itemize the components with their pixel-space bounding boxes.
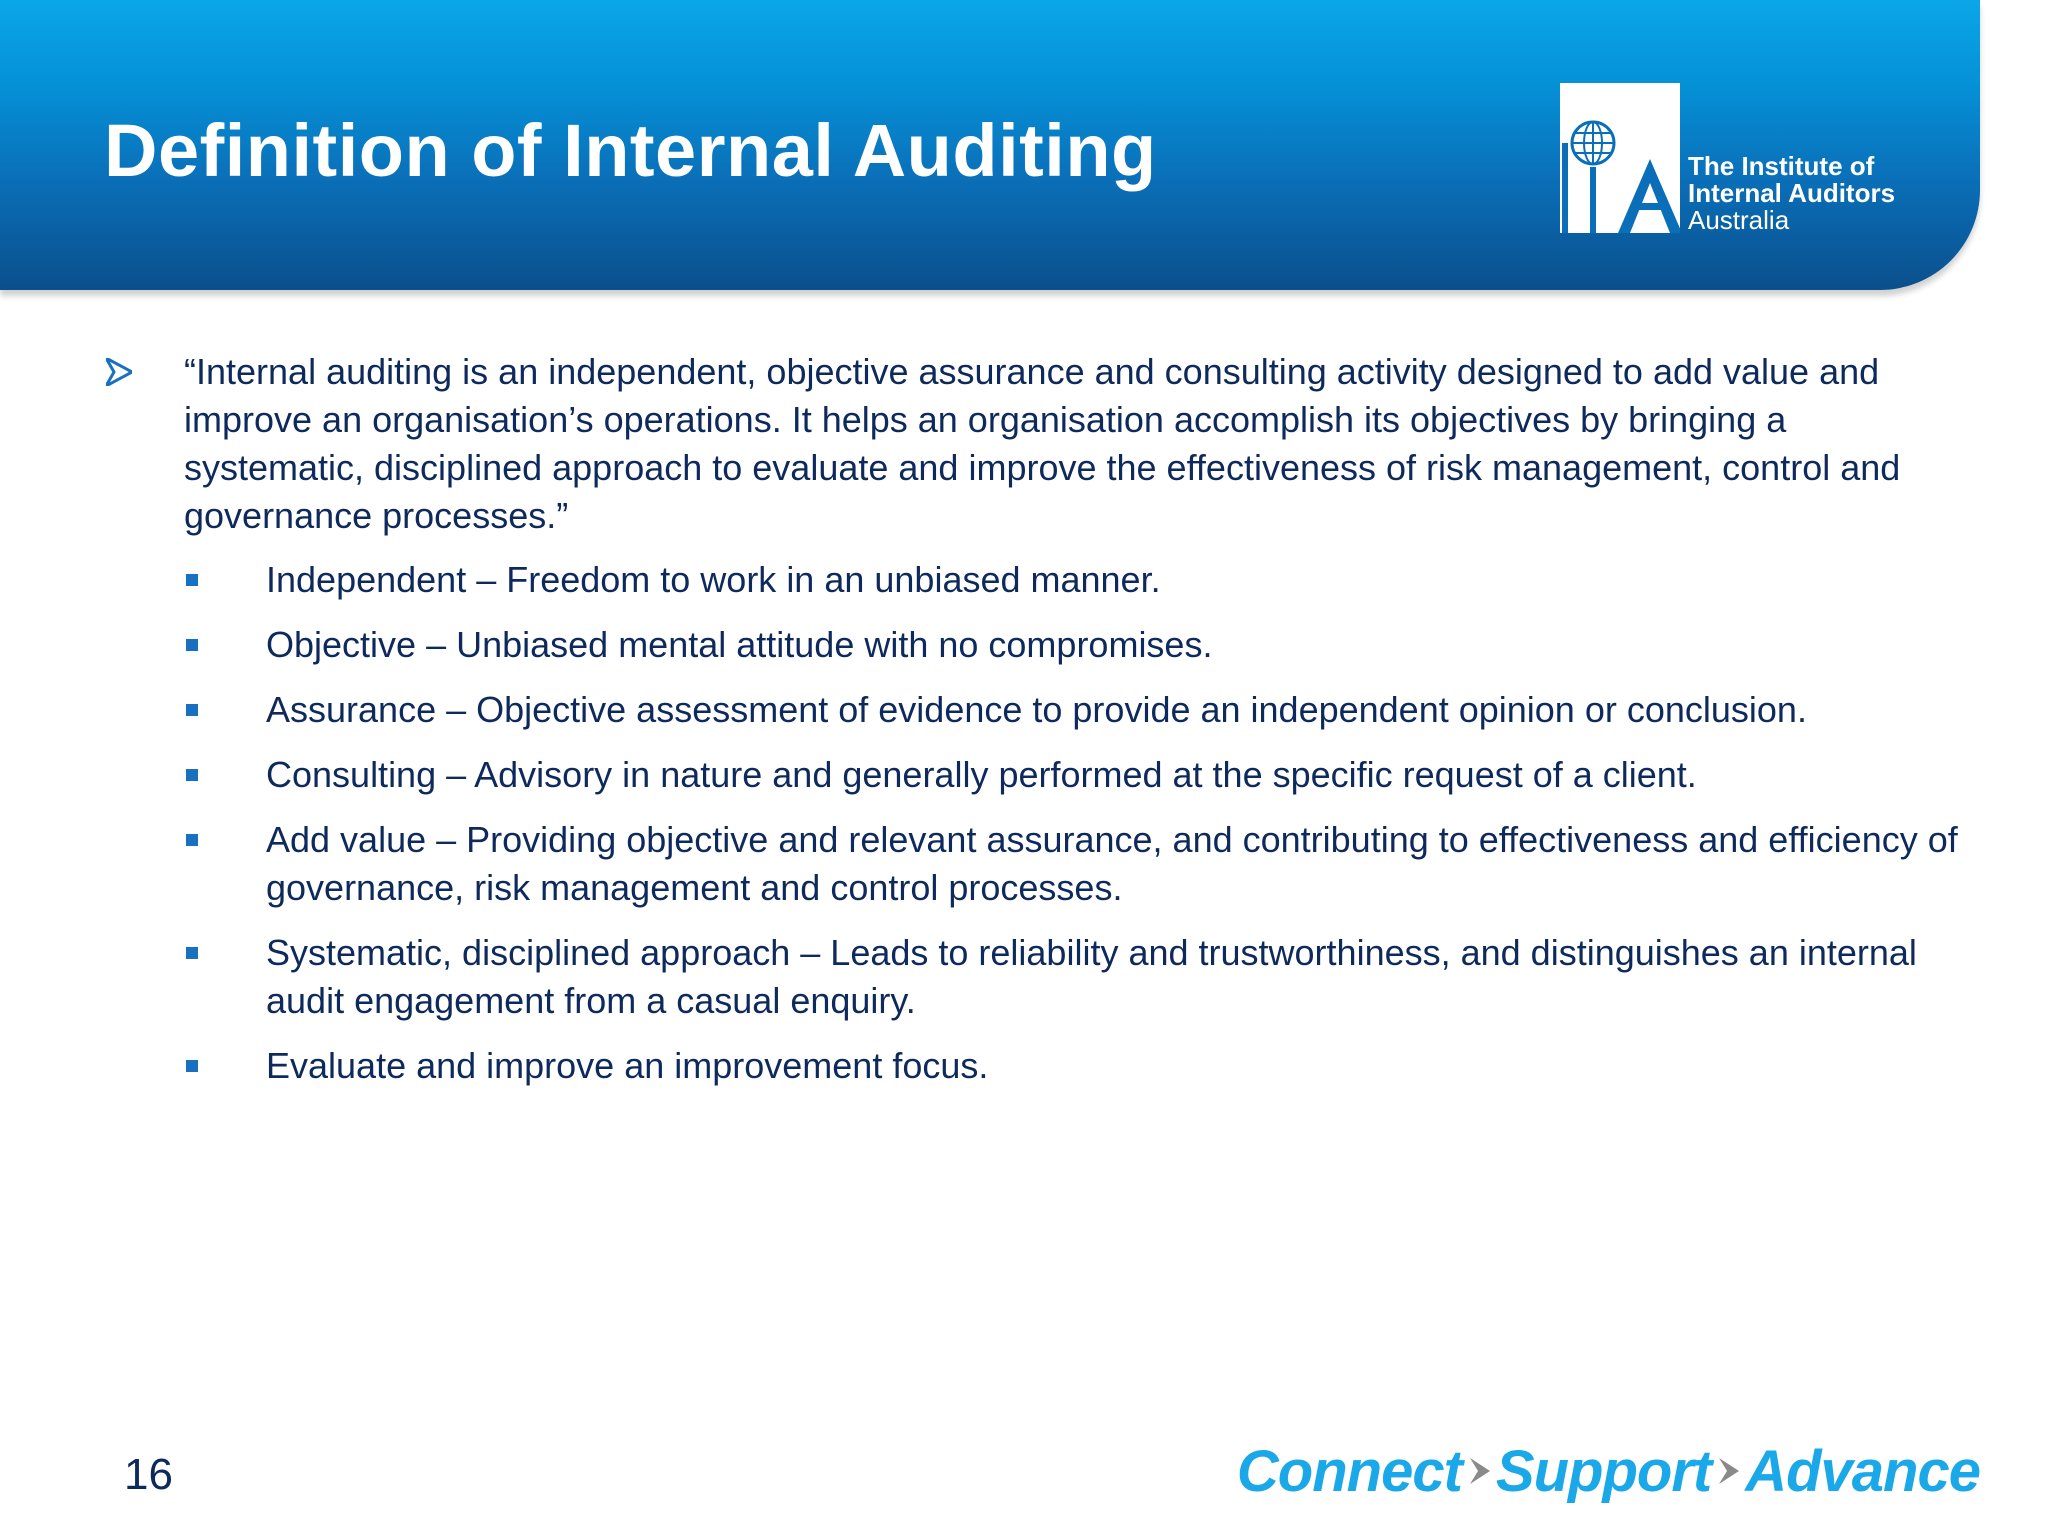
sub-bullet-text: Independent – Freedom to work in an unbiased manner. bbox=[266, 559, 1161, 600]
square-bullet-icon bbox=[186, 947, 198, 959]
sub-bullet-text: Systematic, disciplined approach – Leads to reliability and trustworthiness, and distinguishes an internal audit engagement from a casual enquiry. bbox=[266, 932, 1917, 1021]
square-bullet-icon bbox=[186, 769, 198, 781]
tagline-support: Support bbox=[1495, 1438, 1712, 1504]
sub-bullet-systematic bbox=[184, 929, 1970, 1025]
sub-bullet-add-value bbox=[184, 816, 1970, 912]
logo-line-3: Australia bbox=[1688, 205, 1790, 235]
logo-line-1: The Institute of bbox=[1688, 151, 1875, 181]
slide-title: Definition of Internal Auditing bbox=[104, 109, 1157, 192]
sub-bullet-objective bbox=[184, 621, 1970, 669]
main-bullet bbox=[100, 348, 1970, 540]
square-bullet-icon bbox=[186, 574, 198, 586]
slide-header bbox=[0, 0, 1980, 290]
sub-bullet-text: Add value – Providing objective and relevant assurance, and contributing to effectiveness and efficiency of governance, risk management and control processes. bbox=[266, 819, 1958, 908]
tagline-advance: Advance bbox=[1745, 1438, 1980, 1504]
main-bullet-text: “Internal auditing is an independent, objective assurance and consulting activity designed to add value and improve an organisation’s operations. It helps an organisation accomplish its objectives by bringing a systematic, disciplined approach to evaluate and improve the effectiveness of risk management, control and governance processes.” bbox=[184, 351, 1901, 536]
chevron-right-icon bbox=[1715, 1456, 1741, 1486]
slide-body bbox=[100, 348, 1970, 1107]
sub-bullet-consulting bbox=[184, 751, 1970, 799]
tagline-connect: Connect bbox=[1236, 1438, 1462, 1504]
arrow-bullet-icon bbox=[106, 358, 132, 386]
square-bullet-icon bbox=[186, 834, 198, 846]
page-number: 16 bbox=[124, 1450, 173, 1499]
logo-text bbox=[1688, 153, 1895, 234]
square-bullet-icon bbox=[186, 704, 198, 716]
iia-globe-logo-icon bbox=[1560, 83, 1680, 233]
iia-logo bbox=[1560, 83, 1930, 233]
footer-tagline bbox=[1200, 1436, 1980, 1506]
sub-bullet-text: Assurance – Objective assessment of evidence to provide an independent opinion or conclusion. bbox=[266, 689, 1807, 730]
sub-bullet-assurance bbox=[184, 686, 1970, 734]
square-bullet-icon bbox=[186, 639, 198, 651]
logo-line-2: Internal Auditors bbox=[1688, 178, 1896, 208]
sub-bullet-text: Consulting – Advisory in nature and generally performed at the specific request of a client. bbox=[266, 754, 1697, 795]
sub-bullet-independent bbox=[184, 556, 1970, 604]
sub-bullet-text: Evaluate and improve an improvement focus. bbox=[266, 1045, 989, 1086]
square-bullet-icon bbox=[186, 1060, 198, 1072]
sub-bullet-list bbox=[100, 556, 1970, 1090]
sub-bullet-text: Objective – Unbiased mental attitude with no compromises. bbox=[266, 624, 1213, 665]
chevron-right-icon bbox=[1466, 1456, 1492, 1486]
sub-bullet-evaluate bbox=[184, 1042, 1970, 1090]
